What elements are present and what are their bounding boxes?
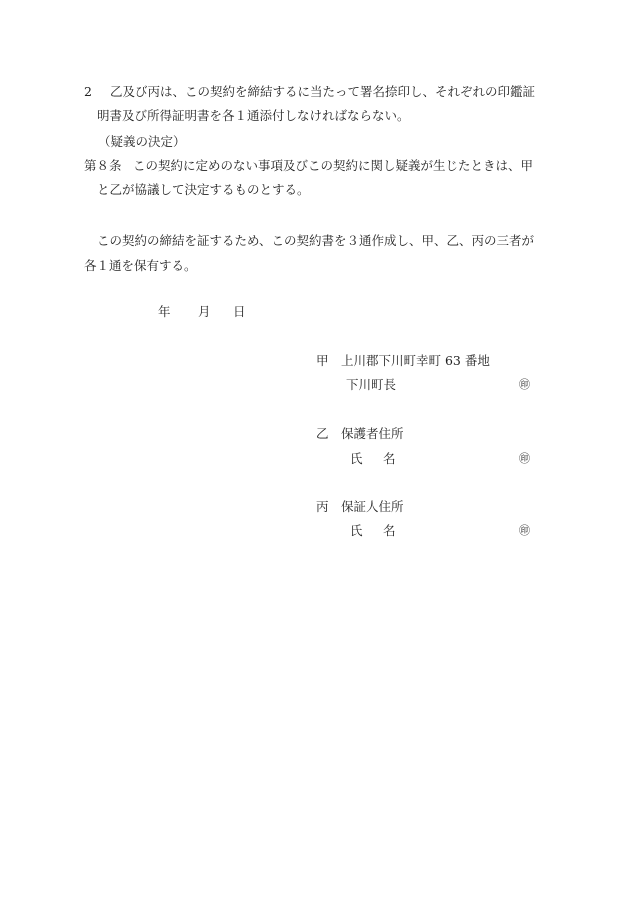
party-kou-name: 下川町長	[346, 377, 397, 392]
party-otsu-name-b: 名	[383, 451, 396, 466]
party-kou-label: 甲	[316, 353, 329, 368]
party-hei-seal-mark: ㊞	[519, 524, 530, 537]
party-hei-label: 丙	[316, 499, 329, 514]
article-8-line-1: この契約に定めのない事項及びこの契約に関し疑義が生じたときは、甲	[133, 158, 534, 173]
party-otsu-address: 保護者住所	[341, 426, 404, 441]
paragraph-2-line-2: 明書及び所得証明書を各１通添付しなければならない。	[97, 108, 410, 123]
closing-line-1: この契約の締結を証するため、この契約書を３通作成し、甲、乙、丙の三者が	[97, 233, 535, 248]
party-hei-name-a: 氏	[350, 523, 363, 538]
party-otsu-seal-mark: ㊞	[519, 452, 530, 465]
party-kou-address: 上川郡下川町幸町 63 番地	[341, 353, 490, 368]
date-day: 日	[233, 304, 246, 319]
date-month: 月	[198, 304, 211, 319]
party-otsu-label: 乙	[316, 426, 329, 441]
paragraph-2-number: 2	[84, 84, 92, 99]
party-otsu-name-a: 氏	[350, 451, 363, 466]
article-8-label: 第８条	[84, 158, 122, 173]
article-8-heading: （疑義の決定）	[98, 134, 186, 149]
paragraph-2-line-1: 乙及び丙は、この契約を締結するに当たって署名捺印し、それぞれの印鑑証	[110, 84, 536, 99]
party-kou-seal-mark: ㊞	[519, 378, 530, 391]
article-8-line-2: と乙が協議して決定するものとする。	[97, 182, 310, 197]
date-year: 年	[158, 304, 171, 319]
party-hei-address: 保証人住所	[341, 499, 404, 514]
closing-line-2: 各１通を保有する。	[84, 258, 197, 273]
party-hei-name-b: 名	[383, 523, 396, 538]
